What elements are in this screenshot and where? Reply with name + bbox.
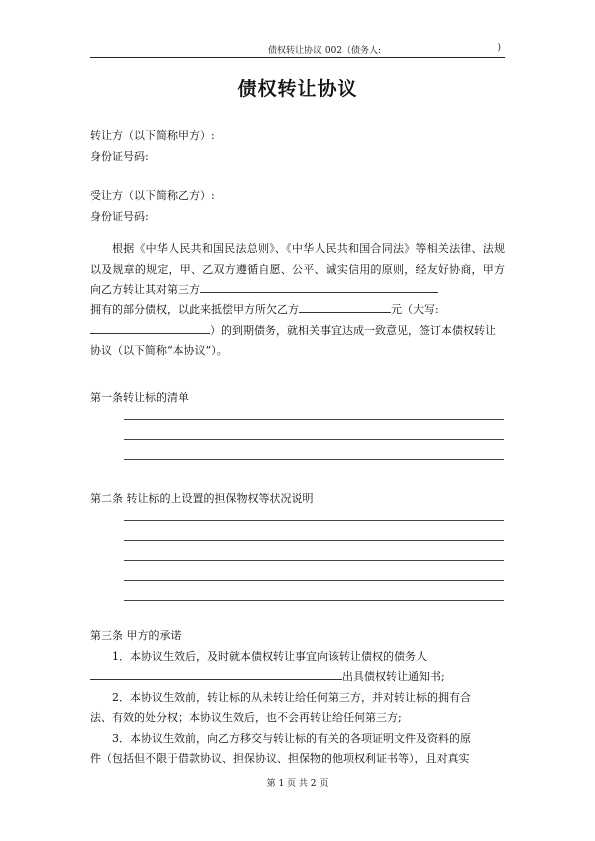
amount-in-words-blank xyxy=(90,322,210,334)
article2-blank-line xyxy=(124,600,504,601)
article1-blank-line xyxy=(124,459,504,460)
article3-item1-text: 出具债权转让通知书; xyxy=(342,670,445,683)
intro-text-2: 拥有的部分债权，以此来抵偿甲方所欠乙方 xyxy=(90,303,299,316)
intro-text-3: 元（大写: xyxy=(391,303,439,316)
article1-blank-line xyxy=(124,419,504,420)
article1-heading: 第一条转让标的清单 xyxy=(90,391,189,404)
header-text: 债权转让协议 002（债务人: xyxy=(268,46,382,56)
article3-item1-line2 xyxy=(90,668,445,684)
article2-blank-line xyxy=(124,580,504,581)
transferor-label: 转让方（以下简称甲方）: xyxy=(90,129,215,142)
transferee-id-label: 身份证号码: xyxy=(90,210,149,223)
transferor-id-label: 身份证号码: xyxy=(90,150,149,163)
debtor-name-blank xyxy=(90,668,342,680)
article2-heading: 第二条 转让标的上设置的担保物权等状况说明 xyxy=(90,492,314,505)
transferee-label: 受让方（以下简称乙方）: xyxy=(90,189,215,202)
intro-text-4: ）的到期债务，就相关事宜达成一致意见，签订本债权转让协议（以下简称“本协议”）。 xyxy=(90,323,496,357)
article2-blank-line xyxy=(124,560,504,561)
article3-heading: 第三条 甲方的承诺 xyxy=(90,629,182,642)
article3-item2-line2: 法、有效的处分权；本协议生效后，也不会再转让给任何第三方; xyxy=(90,711,402,724)
article2-blank-line xyxy=(124,520,504,521)
article3-item2-line1: 2．本协议生效前，转让标的从未转让给任何第三方，并对转让标的拥有合 xyxy=(112,691,471,704)
article2-blank-line xyxy=(124,540,504,541)
article3-item1-line1: 1．本协议生效后，及时就本债权转让事宜向该转让债权的债务人 xyxy=(112,650,427,663)
page-header xyxy=(90,41,505,58)
document-title: 债权转让协议 xyxy=(237,78,358,100)
intro-paragraph-part1 xyxy=(90,239,505,301)
header-close-paren: ) xyxy=(497,43,501,53)
article3-item3-line1: 3．本协议生效前，向乙方移交与转让标的有关的各项证明文件及资料的原 xyxy=(112,732,471,745)
page-number-footer: 第 1 页 共 2 页 xyxy=(266,779,329,789)
article3-item3-line2: 件（包括但不限于借款协议、担保协议、担保物的他项权利证书等），且对真实 xyxy=(90,752,470,765)
intro-paragraph-part2 xyxy=(90,300,505,362)
intro-text-1: 根据《中华人民共和国民法总则》、《中华人民共和国合同法》等相关法律、法规以及规章的规定，甲、乙双方遵循自愿、公平、诚实信用的原则，经友好协商，甲方向乙方转让其对第三方 xyxy=(90,242,505,296)
third-party-blank xyxy=(200,281,438,293)
amount-blank xyxy=(299,301,391,313)
article1-blank-line xyxy=(124,439,504,440)
